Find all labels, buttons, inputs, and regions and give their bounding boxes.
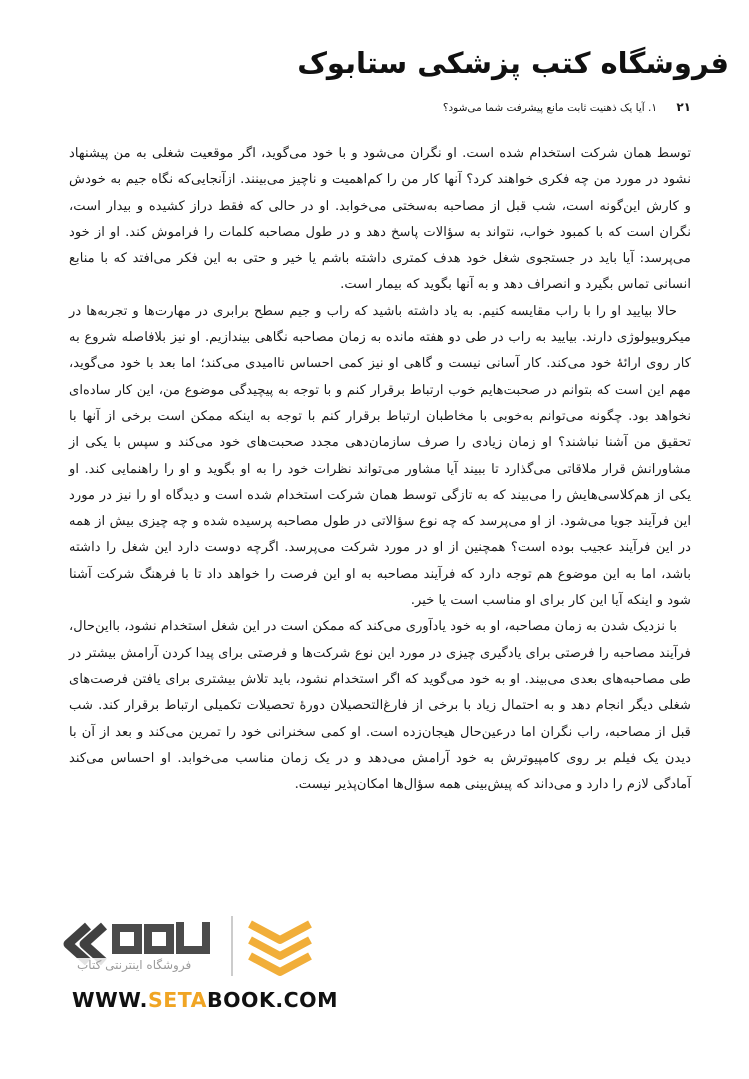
paragraph: حالا بیایید او را با راب مقایسه کنیم. به یاد داشته باشید که راب و جیم سطح برابری در مهارت‌ها و تجربه‌ها در میکروبیولوژی دارند. بیایید به راب در طی دو هفته مانده به زمان مصاحبه نگاهی بیندازیم. او نیز بلافاصله شروع به کار روی ارائهٔ خود می‌کند. کار آسانی نیست و گاهی او نیز کمی احساس ناامیدی می‌کند؛ اما بعد با خود می‌گوید، مهم این است که بتوانم در صحبت‌هایم خوب ارتباط برقرار کنم و با توجه به پیچیدگی موضوع من، این کار ساده‌ای نخواهد بود. چگونه می‌توانم به‌خوبی با مخاطبان ارتباط برقرار کنم با توجه به اینکه ممکن است برخی از آنها با تحقیق من آشنا نباشند؟ او زمان زیادی را صرف سازمان‌دهی مجدد صحبت‌های خود می‌کند و سپس با یکی از مشاورانش قرار ملاقاتی می‌گذارد تا ببیند آیا مشاور می‌تواند نظرات خود را به او بگوید و او را راهنمایی کند. او یکی از هم‌کلاسی‌هایش را می‌بیند که به تازگی توسط همان شرکت استخدام شده است و دیدگاه او را نیز در مورد این فرآیند جویا می‌شود. از او می‌پرسد که چه نوع سؤالاتی در طول مصاحبه پرسیده شده و چه چیزی بیش از همه در این فرآیند عجیب بوده است؟ همچنین از او در مورد شرکت می‌پرسد. اگرچه دوست دارد این شغل را داشته باشد، اما به این موضوع هم توجه دارد که فرآیند مصاحبه به او این فرصت را خواهد داد تا با فرهنگ شرکت آشنا شود و اینکه آیا این کار برای او مناسب است یا خیر. [69,303,691,609]
url-suffix: BOOK.COM [206,988,339,1012]
website-url [72,988,338,1012]
paragraph: توسط همان شرکت استخدام شده است. او نگران می‌شود و با خود می‌گوید، اگر موقعیت شغلی به من پیشنهاد نشود در مورد من چه فکری خواهند کرد؟ آنها کار من را کم‌اهمیت و ناچیز می‌بینند. ازآنجایی‌که نگاه جیم به خودش و کارش این‌گونه است، شب قبل از مصاحبه به‌سختی می‌خوابد. او در حالی که فقط دراز کشیده و بیدار است، نگران است که با کمبود خواب، نتواند به سؤالات پاسخ دهد و در طول مصاحبه کلمات را فراموش کند. او از خود می‌پرسد: آیا باید در جستجوی شغل خود هدف کمتری داشته باشم یا خیر و حتی به این فکر می‌افتد که با منابع انسانی تماس بگیرد و انصراف دهد و به آنها بگوید که بیمار است. [69,146,691,293]
running-header [70,100,691,114]
url-prefix: WWW. [72,988,148,1012]
store-banner-title: فروشگاه کتب پزشکی ستابوک [297,46,729,80]
paragraph: با نزدیک شدن به زمان مصاحبه، او به خود یادآوری می‌کند که ممکن است در این شغل استخدام نشود، بااین‌حال، فرآیند مصاحبه را فرصتی برای یادگیری چیزی در مورد این نوع شرکت‌ها و فرصتی برای پیدا کردن آرامش بیشتر در طی مصاحبه‌های بعدی می‌بیند. او به خود می‌گوید که اگر استخدام نشود، باید تلاش بیشتری برای یافتن فرصت‌های شغلی دیگر انجام دهد و به احتمال زیاد با برخی از فارغ‌التحصیلان دورهٔ تحصیلات تکمیلی ارتباط برقرار کند. شب قبل از مصاحبه، راب نگران اما درعین‌حال هیجان‌زده است. او کمی سخنرانی خود را تمرین می‌کند و بعد از آن با دیدن یک فیلم بر روی کامپیوترش به خود آرامش می‌دهد و در یک زمان مناسب می‌خوابد. او احساس می‌کند آمادگی لازم را دارد و می‌داند که پیش‌بینی همه سؤال‌ها امکان‌پذیر نیست. [69,619,691,793]
page-number: ۲۱ [676,100,691,114]
url-highlight: SETA [147,988,207,1012]
body-text [69,141,691,798]
chapter-title: ۱. آیا یک ذهنیت ثابت مانع پیشرفت شما می‌شود؟ [442,102,657,114]
logo-subtitle: فروشگاه اینترنتی کتاب [74,958,194,972]
